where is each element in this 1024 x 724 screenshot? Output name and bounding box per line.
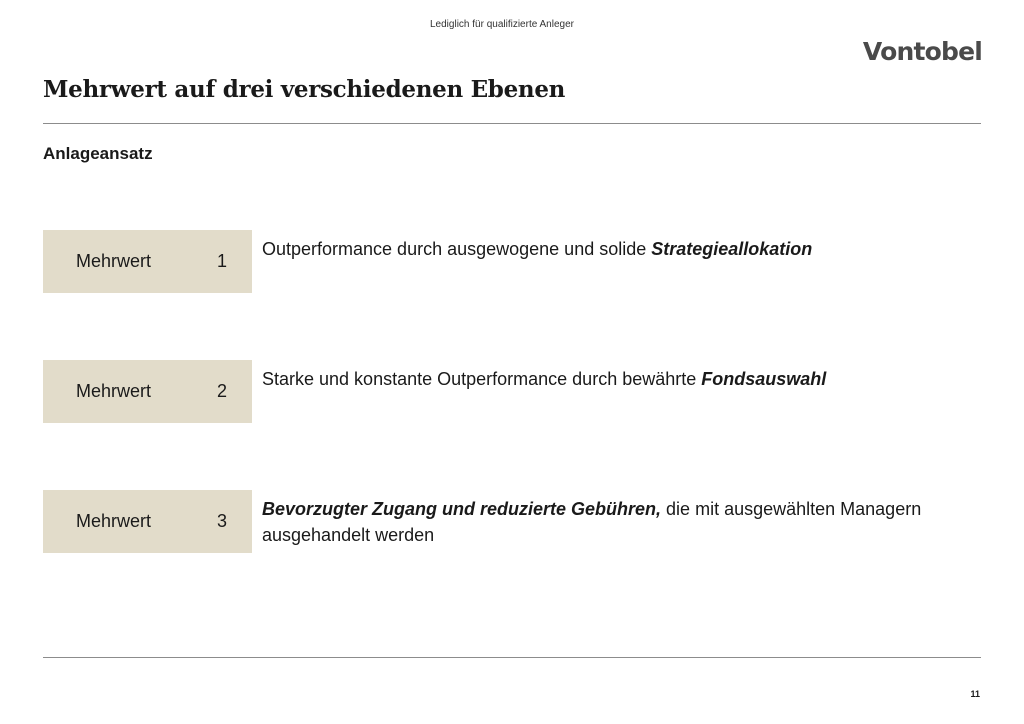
- disclaimer: Lediglich für qualifizierte Anleger: [430, 19, 574, 30]
- description-emphasis: Fondsauswahl: [701, 369, 827, 389]
- value-badge-label: Mehrwert: [76, 251, 152, 271]
- value-description-2: [262, 366, 922, 392]
- value-badge-3: [43, 490, 252, 553]
- description-emphasis: Bevorzugter Zugang und reduzierte Gebühren,: [262, 499, 662, 519]
- description-text: Outperformance durch ausgewogene und solide: [262, 239, 652, 259]
- value-badge-1: [43, 230, 252, 293]
- page-title: Mehrwert auf drei verschiedenen Ebenen: [43, 76, 566, 103]
- bottom-divider: [43, 657, 981, 658]
- vontobel-logo: Vontobel: [862, 37, 982, 66]
- description-text-after: die mit ausgewählten Managern ausgehandelt werden: [262, 499, 922, 545]
- value-badge-2: [43, 360, 252, 423]
- description-text: Starke und konstante Outperformance durch bewährte: [262, 369, 702, 389]
- value-badge-number: 1: [217, 251, 228, 271]
- value-badge-label: Mehrwert: [76, 381, 152, 401]
- value-badge-number: 2: [217, 381, 228, 401]
- description-emphasis: Strategieallokation: [651, 239, 813, 259]
- value-description-3: [262, 496, 922, 548]
- value-badge-label: Mehrwert: [76, 511, 152, 531]
- top-divider: [43, 123, 981, 124]
- section-subtitle: Anlageansatz: [43, 144, 153, 163]
- value-description-1: [262, 236, 922, 262]
- page-number: 11: [970, 689, 980, 699]
- value-badge-number: 3: [217, 511, 228, 531]
